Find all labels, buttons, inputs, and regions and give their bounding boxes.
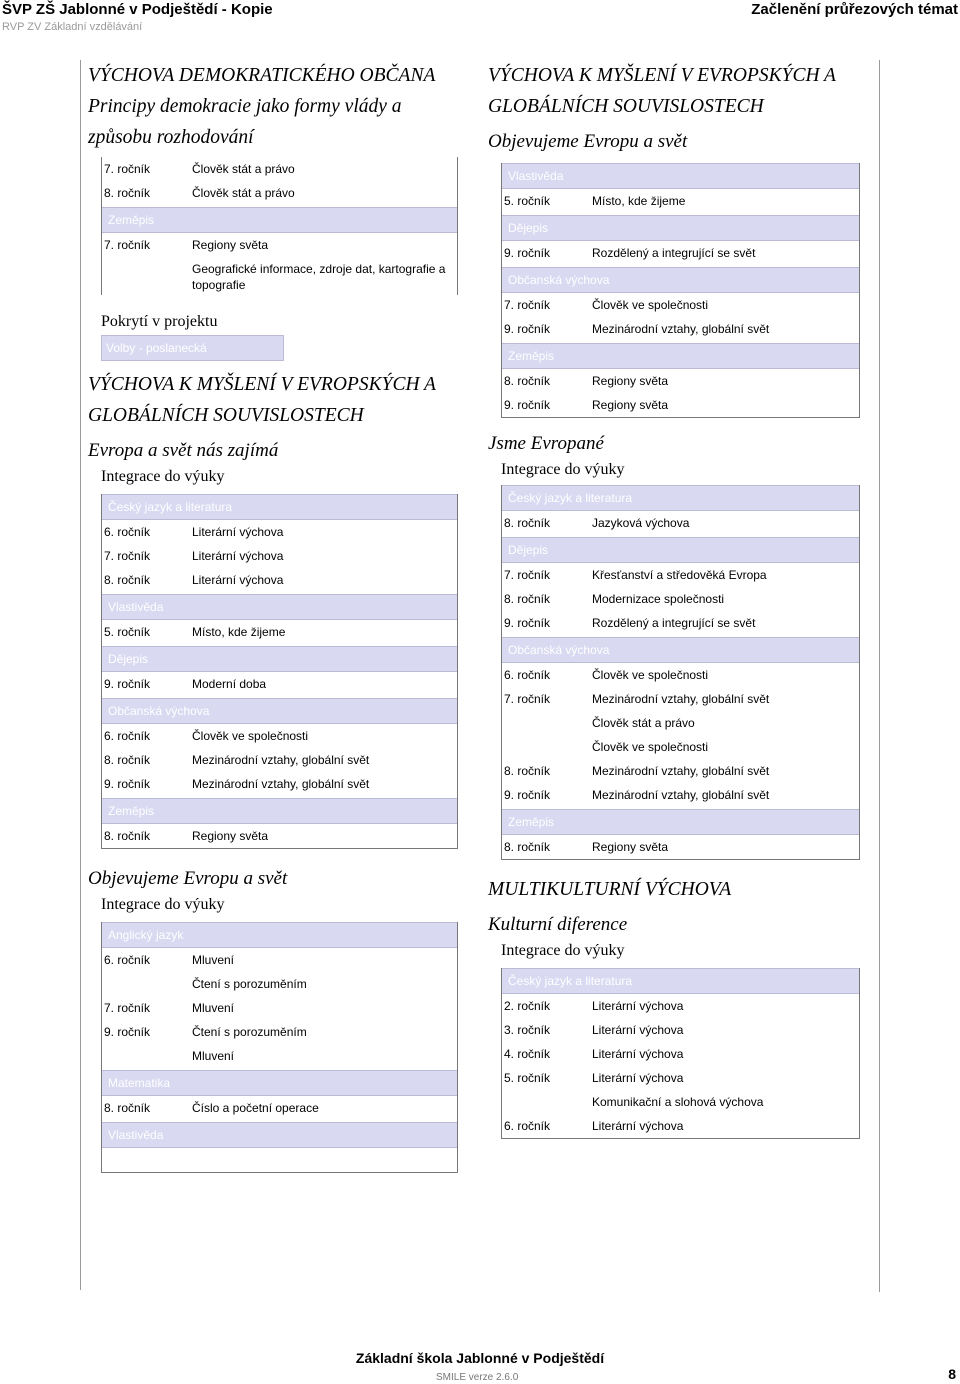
topic-cell: Regiony světa [192,829,269,843]
topic-cell: Komunikační a slohová výchova [592,1095,764,1109]
table-row [501,687,860,711]
grade-cell: 9. ročník [504,616,551,630]
subject-header: Český jazyk a literatura [101,494,458,520]
document-title: ŠVP ZŠ Jablonné v Podještědí - Kopie [2,1,273,18]
grade-cell [501,735,592,759]
grade-cell: 9. ročník [104,1025,151,1039]
table-row [501,735,860,759]
right-column [488,60,868,1139]
table-row [101,1044,458,1068]
table-row [501,293,860,317]
grade-cell [501,1090,592,1114]
grade-cell: 6. ročník [504,1119,551,1133]
table-row [101,672,458,696]
table-row [501,369,860,393]
table-row [501,711,860,735]
topic-cell: Regiony světa [592,374,669,388]
table-row [501,1090,860,1114]
subject-header: Občanská výchova [101,698,458,724]
table-row [501,663,860,687]
integration-label: Integrace do výuky [501,461,625,478]
topic-cell: Člověk ve společnosti [592,298,709,312]
grade-cell: 5. ročník [504,1071,551,1085]
integration-label: Integrace do výuky [101,468,225,485]
table-row [101,724,458,748]
grade-cell: 8. ročník [104,573,151,587]
topic-cell: Člověk ve společnosti [592,668,709,682]
theme-heading: MULTIKULTURNÍ VÝCHOVA [488,879,732,900]
grade-cell [101,972,192,996]
grade-cell: 8. ročník [104,186,151,200]
table-row [101,233,458,257]
subject-header: Zeměpis [101,798,458,824]
table-row [101,972,458,996]
grade-cell: 6. ročník [104,953,151,967]
topic-cell: Mezinárodní vztahy, globální svět [592,788,770,802]
table-row [501,835,860,859]
subject-header: Anglický jazyk [101,922,458,948]
grade-cell: 5. ročník [504,194,551,208]
table-row [101,748,458,772]
subject-header: Dějepis [501,537,860,563]
grade-cell: 7. ročník [104,1001,151,1015]
topic-cell: Geografické informace, zdroje dat, kartografie a topografie [192,262,446,292]
table-row [501,783,860,807]
table-row [101,181,458,205]
table-row [101,520,458,544]
topic-cell: Modernizace společnosti [592,592,725,606]
topic-cell: Literární výchova [592,1023,684,1037]
subject-header: Matematika [101,1070,458,1096]
table-row [501,317,860,341]
topic-cell: Rozdělený a integrující se svět [592,616,756,630]
table-row [101,620,458,644]
grade-cell: 3. ročník [504,1023,551,1037]
topic-cell: Literární výchova [592,999,684,1013]
left-column [88,60,466,1173]
topic-cell: Člověk ve společnosti [192,729,309,743]
table-row [101,544,458,568]
subject-block [501,968,860,1139]
topic-cell: Literární výchova [592,1071,684,1085]
theme-heading: VÝCHOVA DEMOKRATICKÉHO OBČANA [88,65,436,86]
topic-cell: Mluvení [192,1049,235,1063]
grade-cell: 9. ročník [104,677,151,691]
subject-header: Zeměpis [501,809,860,835]
grade-cell: 2. ročník [504,999,551,1013]
subject-header: Vlastivěda [101,1122,458,1148]
grade-cell: 9. ročník [504,246,551,260]
topic-cell: Člověk ve společnosti [592,740,709,754]
topic-cell: Moderní doba [192,677,267,691]
topic-cell: Literární výchova [192,573,284,587]
topic-cell: Literární výchova [592,1119,684,1133]
topic-cell: Jazyková výchova [592,516,690,530]
table-row [101,996,458,1020]
table-row [501,1114,860,1138]
grade-cell: 6. ročník [504,668,551,682]
subtheme-heading: Principy demokracie jako formy vlády a způsobu rozhodování [88,96,402,148]
grade-cell: 9. ročník [104,777,151,791]
theme-heading: VÝCHOVA K MYŠLENÍ V EVROPSKÝCH A GLOBÁLNÍCH SOUVISLOSTECH [88,374,436,426]
document-subtitle: RVP ZV Základní vzdělávání [2,21,143,33]
footer-version: SMILE verze 2.6.0 [436,1372,519,1383]
grade-cell: 9. ročník [504,398,551,412]
table-row [501,611,860,635]
topic-cell: Literární výchova [192,549,284,563]
topic-cell: Rozdělený a integrující se svět [592,246,756,260]
subject-header: Český jazyk a literatura [501,968,860,994]
subject-block [501,163,860,418]
subtheme-heading: Jsme Evropané [488,433,604,454]
grade-cell: 8. ročník [104,753,151,767]
table-row [501,511,860,535]
subtheme-heading: Objevujeme Evropu a svět [488,131,688,152]
subject-header: Občanská výchova [501,637,860,663]
table-row [501,189,860,213]
table-row [501,759,860,783]
table-row [501,393,860,417]
subtheme-heading: Objevujeme Evropu a svět [88,868,288,889]
section-title: Začlenění průřezových témat [751,1,958,18]
grade-cell: 8. ročník [504,374,551,388]
table-row [101,948,458,972]
table-row [501,241,860,265]
subject-block [101,922,458,1173]
topic-cell: Čtení s porozuměním [192,1025,307,1039]
grade-cell: 8. ročník [104,829,151,843]
grade-cell: 9. ročník [504,788,551,802]
grade-cell: 6. ročník [104,525,151,539]
topic-cell: Mezinárodní vztahy, globální svět [592,692,770,706]
grade-cell: 8. ročník [504,516,551,530]
grade-cell: 8. ročník [504,592,551,606]
grade-cell: 8. ročník [104,1101,151,1115]
topic-cell: Mezinárodní vztahy, globální svět [592,322,770,336]
topic-cell: Mluvení [192,953,235,967]
theme-heading: VÝCHOVA K MYŠLENÍ V EVROPSKÝCH A GLOBÁLNÍCH SOUVISLOSTECH [488,65,836,117]
page-number: 8 [948,1366,956,1382]
topic-cell: Regiony světa [592,840,669,854]
right-column-rule [879,60,880,1292]
subject-header: Občanská výchova [501,267,860,293]
rows [101,157,458,205]
grade-cell: 7. ročník [504,298,551,312]
table-row [101,568,458,592]
subject-header: Dějepis [501,215,860,241]
grade-cell: 7. ročník [104,238,151,252]
topic-cell: Literární výchova [592,1047,684,1061]
table-row [501,1066,860,1090]
left-column-rule [80,60,81,1290]
grade-cell: 5. ročník [104,625,151,639]
topic-cell: Člověk stát a právo [192,162,295,176]
subject-block [101,157,458,295]
subject-header: Vlastivěda [101,594,458,620]
grade-cell: 8. ročník [504,840,551,854]
subject-header: Zeměpis [101,207,458,233]
subject-header: Dějepis [101,646,458,672]
project-badge: Volby - poslanecká [101,335,284,361]
grade-cell: 4. ročník [504,1047,551,1061]
grade-cell: 9. ročník [504,322,551,336]
topic-cell: Mluvení [192,1001,235,1015]
table-row [101,1020,458,1044]
subject-block [501,485,860,860]
topic-cell: Mezinárodní vztahy, globální svět [192,777,370,791]
table-row [501,994,860,1018]
table-row [501,1018,860,1042]
grade-cell: 6. ročník [104,729,151,743]
table-row [101,1096,458,1120]
integration-label: Integrace do výuky [501,942,625,959]
topic-cell: Regiony světa [592,398,669,412]
grade-cell: 8. ročník [504,764,551,778]
table-row [501,563,860,587]
topic-cell: Číslo a početní operace [192,1101,319,1115]
rows [101,233,458,295]
topic-cell: Literární výchova [192,525,284,539]
grade-cell: 7. ročník [504,692,551,706]
table-row [101,824,458,848]
topic-cell: Člověk stát a právo [192,186,295,200]
topic-cell: Mezinárodní vztahy, globální svět [192,753,370,767]
coverage-label: Pokrytí v projektu [101,313,218,330]
footer-school: Základní škola Jablonné v Podještědí [355,1350,605,1366]
topic-cell: Místo, kde žijeme [592,194,686,208]
grade-cell: 7. ročník [104,162,151,176]
subject-header: Český jazyk a literatura [501,485,860,511]
table-row [501,1042,860,1066]
subject-block [101,494,458,849]
topic-cell: Čtení s porozuměním [192,977,307,991]
subtheme-heading: Evropa a svět nás zajímá [88,440,279,461]
topic-cell: Mezinárodní vztahy, globální svět [592,764,770,778]
topic-cell: Místo, kde žijeme [192,625,286,639]
topic-cell: Regiony světa [192,238,269,252]
table-row [101,257,458,295]
table-row [501,587,860,611]
page-header [0,0,960,42]
table-row [101,157,458,181]
topic-cell: Křesťanství a středověká Evropa [592,568,767,582]
topic-cell: Člověk stát a právo [592,716,695,730]
subject-header: Zeměpis [501,343,860,369]
subject-header: Vlastivěda [501,163,860,189]
table-row [101,772,458,796]
grade-cell [101,1044,192,1068]
integration-label: Integrace do výuky [101,896,225,913]
subtheme-heading: Kulturní diference [488,914,628,935]
grade-cell: 7. ročník [104,549,151,563]
grade-cell [501,711,592,735]
grade-cell: 7. ročník [504,568,551,582]
grade-cell [101,261,192,295]
